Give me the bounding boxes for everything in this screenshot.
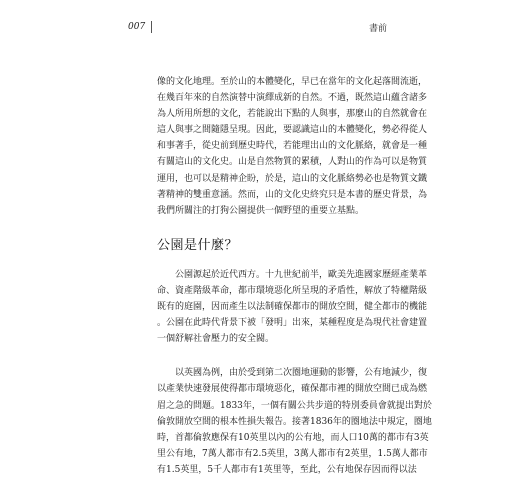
text-line: 這人與事之間隨隱呈現。因此，要認識這山的本體變化，勢必得從人 [157, 125, 428, 136]
text-line: 有關這山的文化史。山是自然物質的累積，人對山的作為可以是物質 [157, 157, 428, 168]
text-line: 一個舒解社會壓力的安全閥。 [157, 334, 275, 345]
text-line: 在幾百年來的自然演替中演繹成新的自然。不過，既然這山蘊含諸多 [157, 93, 428, 104]
page-header [0, 0, 520, 40]
text-line: 著精神的雙重意涵。然而，山的文化史終究只是本書的歷史背景，為 [157, 189, 428, 200]
text-line: 以產業快速發展使得都市環境惡化，確保都市裡的開放空間已成為燃 [157, 384, 428, 395]
text-line: 我們所關注的打狗公園提供一個野望的重要立基點。 [157, 205, 365, 216]
text-line: 像的文化地理。至於山的本體變化，早已在當年的文化起落間流逝， [157, 77, 428, 87]
body-paragraph [157, 74, 428, 219]
body-paragraph [157, 365, 432, 478]
header-divider [151, 21, 152, 33]
text-line: 有1.5英里，5千人都市有1英里等，至此，公有地保存因而得以法 [157, 464, 417, 475]
text-line: 為人所用所想的文化，若能說出下點的人與事，那麼山的自然就會在 [157, 109, 428, 120]
paragraph-gap [157, 347, 405, 365]
running-title: 書前 [369, 24, 388, 34]
page-number: 007 [128, 22, 146, 32]
text-line: 里公有地，7萬人都市有2.5英里，3萬人都市有2英里，1.5萬人都市 [157, 448, 428, 459]
text-line: 公園源起於近代西方。十九世紀前半，歐美先進國家歷經產業革 [175, 269, 428, 280]
text-line: 眉之急的問題。1833年，一個有關公共步道的特別委員會就提出對於 [157, 400, 432, 411]
text-line: 和事著手，從史前到歷史時代，若能理出山的文化脈絡，就會是一種 [157, 141, 428, 152]
section-heading: 公園是什麼？ [157, 237, 239, 253]
body-paragraph [157, 267, 428, 347]
text-line: 運用，也可以是精神企盼，於是，這山的文化脈絡勢必也是物質文鐵 [157, 173, 428, 184]
text-line: 倫敦開放空間的根本性損失報告。接著1836年的圈地法中規定，圈地 [157, 416, 432, 427]
text-line: 既有的庭園，因而產生以法制確保都市的開放空間，健全都市的機能 [157, 302, 428, 313]
text-line: 時，首都倫敦應保有10英里以內的公有地，而人口10萬的都市有3英 [157, 432, 429, 443]
text-line: 以英國為例，由於受到第二次圈地運動的影響，公有地減少，復 [175, 368, 428, 379]
text-line: 。公園在此時代背景下被「發明」出來，某種程度是為現代社會建置 [157, 318, 428, 329]
text-line: 命、資產階級革命，都市環境惡化所呈現的矛盾性，解放了特權階級 [157, 285, 428, 296]
page-body [157, 74, 432, 478]
